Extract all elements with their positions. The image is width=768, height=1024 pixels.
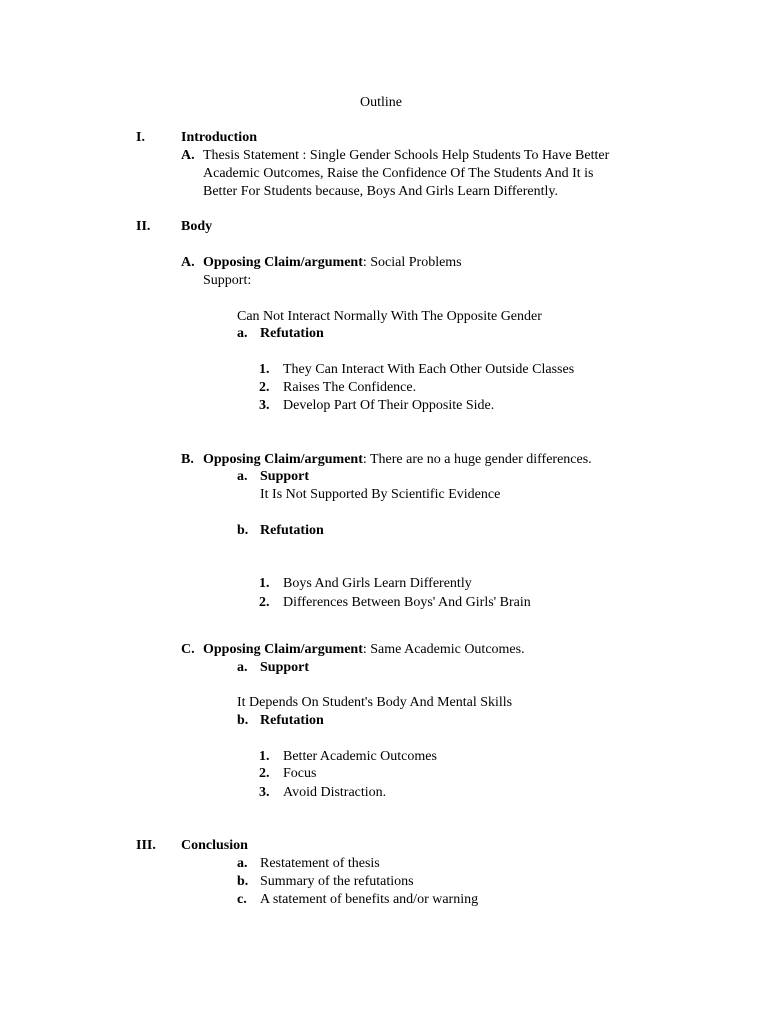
- claim-c-item-2-num: 2.: [259, 766, 270, 781]
- claim-c-support-label: Support: [260, 660, 310, 675]
- claim-b-support-marker: a.: [237, 469, 248, 484]
- claim-b-label: Opposing Claim/argument: [203, 452, 363, 467]
- claim-b-item-2-text: Differences Between Boys' And Girls' Brain: [283, 595, 531, 610]
- claim-c-support-marker: a.: [237, 660, 248, 675]
- claim-a-marker: A.: [181, 255, 195, 270]
- claim-c-item-1-num: 1.: [259, 749, 270, 764]
- section-numeral-3: III.: [136, 838, 156, 853]
- claim-b-item-2-num: 2.: [259, 595, 270, 610]
- conclusion-item-c-marker: c.: [237, 892, 247, 907]
- conclusion-item-b-text: Summary of the refutations: [260, 874, 414, 889]
- thesis-line-1: Thesis Statement : Single Gender Schools Help Students To Have Better: [203, 148, 610, 163]
- conclusion-item-b-marker: b.: [237, 874, 249, 889]
- claim-b-refutation-marker: b.: [237, 523, 249, 538]
- claim-a-item-2-num: 2.: [259, 380, 270, 395]
- claim-b-item-1-text: Boys And Girls Learn Differently: [283, 576, 472, 591]
- intro-marker-a: A.: [181, 148, 195, 163]
- claim-b-support-label: Support: [260, 469, 310, 484]
- claim-c-line: [203, 641, 525, 659]
- claim-c-marker: C.: [181, 642, 195, 657]
- claim-c-item-1-text: Better Academic Outcomes: [283, 749, 437, 764]
- claim-c-refutation-marker: b.: [237, 713, 249, 728]
- claim-c-item-3-text: Avoid Distraction.: [283, 785, 387, 800]
- claim-b-item-1-num: 1.: [259, 576, 270, 591]
- claim-a-text: : Social Problems: [362, 255, 462, 270]
- claim-a-item-1-num: 1.: [259, 362, 270, 377]
- claim-c-text: : Same Academic Outcomes.: [362, 642, 525, 657]
- claim-a-line: [203, 254, 462, 272]
- claim-a-item-3-text: Develop Part Of Their Opposite Side.: [283, 398, 495, 413]
- claim-b-refutation-label: Refutation: [260, 523, 324, 538]
- thesis-line-2: Academic Outcomes, Raise the Confidence Of The Students And It is: [203, 166, 594, 181]
- claim-c-item-2-text: Focus: [283, 766, 317, 781]
- section-numeral-1: I.: [136, 130, 145, 145]
- claim-b-text: : There are no a huge gender differences.: [362, 452, 592, 467]
- claim-b-line: [203, 451, 592, 469]
- section-numeral-2: II.: [136, 219, 151, 234]
- conclusion-item-a-text: Restatement of thesis: [260, 856, 380, 871]
- claim-a-refutation-label: Refutation: [260, 326, 324, 341]
- conclusion-item-a-marker: a.: [237, 856, 248, 871]
- claim-c-support-text: It Depends On Student's Body And Mental Skills: [237, 695, 513, 710]
- claim-c-item-3-num: 3.: [259, 785, 270, 800]
- thesis-line-3: Better For Students because, Boys And Girls Learn Differently.: [203, 184, 558, 199]
- section-heading-body: Body: [181, 219, 213, 234]
- claim-a-support-label: Support:: [203, 273, 252, 288]
- page-title: Outline: [360, 95, 402, 110]
- claim-c-refutation-label: Refutation: [260, 713, 324, 728]
- section-heading-introduction: Introduction: [181, 130, 257, 145]
- claim-a-item-1-text: They Can Interact With Each Other Outside Classes: [283, 362, 575, 377]
- claim-c-label: Opposing Claim/argument: [203, 642, 363, 657]
- claim-b-support-text: It Is Not Supported By Scientific Evidence: [260, 487, 501, 502]
- claim-a-label: Opposing Claim/argument: [203, 255, 363, 270]
- claim-a-item-3-num: 3.: [259, 398, 270, 413]
- claim-a-refutation-marker: a.: [237, 326, 248, 341]
- conclusion-item-c-text: A statement of benefits and/or warning: [260, 892, 479, 907]
- claim-a-support-text: Can Not Interact Normally With The Opposite Gender: [237, 309, 542, 324]
- claim-a-item-2-text: Raises The Confidence.: [283, 380, 417, 395]
- claim-b-marker: B.: [181, 452, 194, 467]
- section-heading-conclusion: Conclusion: [181, 838, 248, 853]
